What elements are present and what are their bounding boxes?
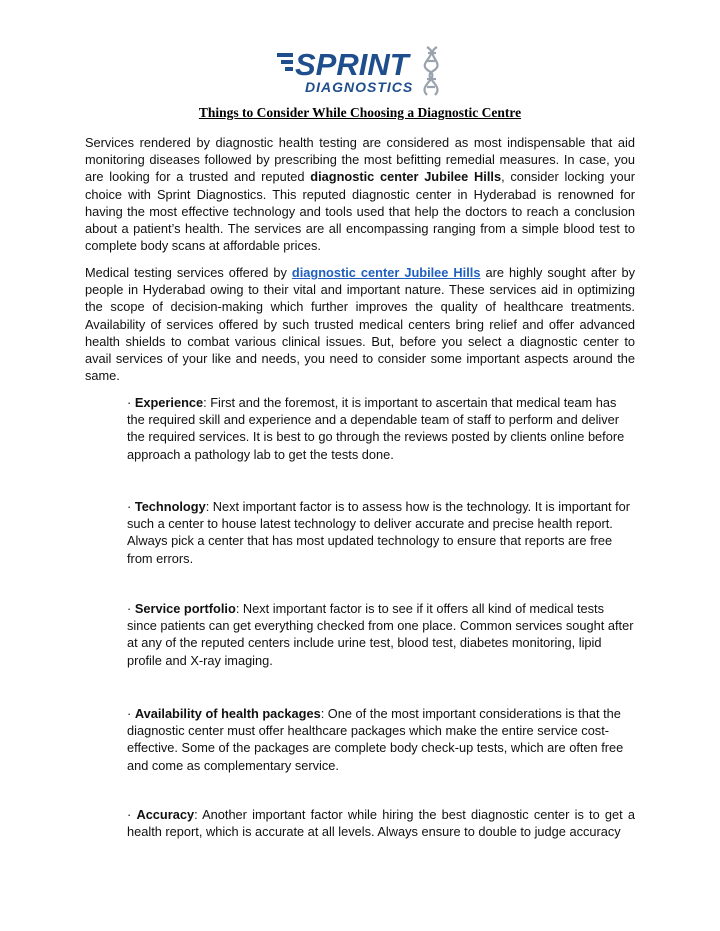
bullet-marker: · <box>127 499 135 514</box>
bullet-text: : One of the most important considerations is that the diagnostic center must offer healthcare packages which make the entire service cost-effective. Some of the packages are complete body check-up tests, which are often free and come as complementary service. <box>127 706 624 773</box>
sprint-diagnostics-logo <box>275 45 447 97</box>
list-item-technology <box>127 498 635 567</box>
bullet-term: Availability of health packages <box>134 706 321 721</box>
intro-paragraph <box>85 134 635 254</box>
bullet-marker: · <box>127 601 135 616</box>
list-item-experience <box>127 394 635 463</box>
bullet-marker: · <box>127 706 135 721</box>
intro-highlight: diagnostic center Jubilee Hills <box>310 169 502 185</box>
list-item-accuracy <box>127 806 635 840</box>
diagnostic-center-link[interactable]: diagnostic center Jubilee Hills <box>291 265 481 280</box>
bullet-term: Experience <box>134 395 204 410</box>
bullet-text: : First and the foremost, it is important to ascertain that medical team has the required skill and experience and a dependable team of staff to perform and deliver the required services. It is best to go through the reviews posted by clients online before approach a pathology lab to get the tests done. <box>127 395 625 462</box>
logo-brand-top: SPRINT <box>295 47 409 82</box>
bullet-marker: · <box>127 807 137 822</box>
list-item-service-portfolio <box>127 600 635 669</box>
intro-text-start: Services rendered by diagnostic health testing are considered as most indispensable that aid monitoring diseases followed by prescribing the most befitting remedial measures. In case, you are looking for a trusted and reputed <box>85 135 635 185</box>
logo-brand-bottom: DIAGNOSTICS <box>305 79 414 95</box>
logo-graphic <box>275 45 447 97</box>
services-paragraph <box>85 264 635 384</box>
bullet-text: : Next important factor is to assess how is the technology. It is important for such a center to house latest technology to deliver accurate and precise health report. Always pick a center that has most updated technology to ensure that reports are free from errors. <box>127 499 631 566</box>
list-item-health-packages <box>127 705 635 774</box>
bullet-marker: · <box>127 395 135 410</box>
document-title: Things to Consider While Choosing a Diagnostic Centre <box>198 105 522 120</box>
bullet-text: : Next important factor is to see if it offers all kind of medical tests since patients can get everything checked from one place. Common services sought after at any of the reputed centers include urine test, blood test, diabetes monitoring, lipid profile and X-ray imaging. <box>127 601 634 668</box>
intro-text-end: , consider locking your choice with Sprint Diagnostics. This reputed diagnostic center in Hyderabad is renowned for having the most effective technology and tools used that help the doctors to reach a conclusion about a patient’s health. The services are all encompassing ranging from a simple blood test to complete body scans at affordable prices. <box>85 169 635 254</box>
bullet-term: Technology <box>134 499 206 514</box>
services-text-start: Medical testing services offered by <box>85 265 292 280</box>
dna-helix-icon <box>424 47 437 95</box>
bullet-term: Accuracy <box>136 807 195 822</box>
services-text-end: are highly sought after by people in Hyderabad owing to their vital and important nature. These services aid in optimizing the scope of decision-making which further improves the quality of healthcare treatments. Availability of services offered by such trusted medical centers bring relief and offer advanced health shields to combat various clinical issues. But, before you select a diagnostic center to avail services of your like and needs, you need to consider some important aspects around the same. <box>85 265 635 384</box>
bullet-text: : Another important factor while hiring the best diagnostic center is to get a health report, which is accurate at all levels. Always ensure to double to judge accuracy <box>127 807 635 840</box>
bullet-term: Service portfolio <box>134 601 236 616</box>
